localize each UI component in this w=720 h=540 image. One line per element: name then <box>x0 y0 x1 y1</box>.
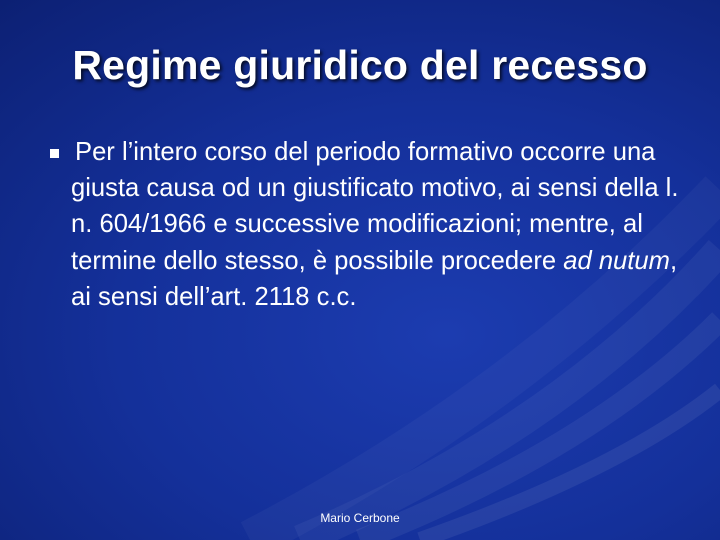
bullet-text-main: Per l’intero corso del periodo formativo occorre una giusta causa od un giustificato motivo, ai sensi della l. n. 604/1966 e successive modificazioni; mentre, al termine dello stesso, è possibile procedere <box>71 138 679 275</box>
bullet-item <box>71 134 696 315</box>
bullet-text-end: , ai sensi dell’art. 2118 c.c. <box>71 246 678 311</box>
bullet-text-italic: ad nutum <box>563 246 670 275</box>
square-bullet-icon <box>50 149 59 158</box>
slide-title: Regime giuridico del recesso <box>72 42 648 88</box>
slide-footer-author: Mario Cerbone <box>320 511 400 525</box>
